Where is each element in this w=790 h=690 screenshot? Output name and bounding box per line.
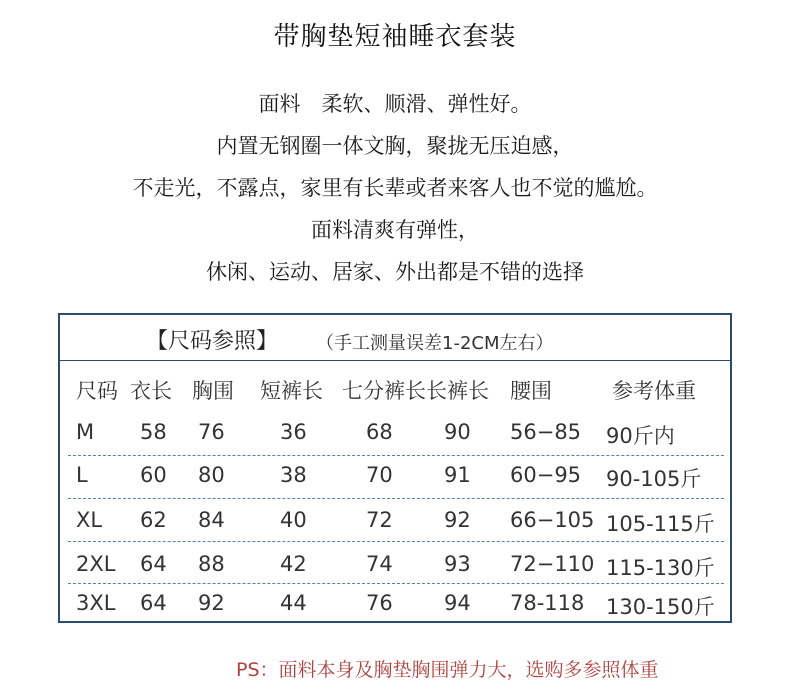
table-cell: 72−110 <box>510 552 595 576</box>
row-divider <box>68 583 724 584</box>
table-cell: 60 <box>140 463 167 487</box>
column-header: 短裤长 <box>260 379 323 403</box>
description-line-3: 不走光，不露点，家里有长辈或者来客人也不觉的尴尬。 <box>132 176 658 200</box>
size-chart <box>58 313 732 623</box>
table-cell: 42 <box>280 552 307 576</box>
table-cell: 93 <box>444 552 471 576</box>
column-header: 参考体重 <box>612 379 696 403</box>
table-cell: 68 <box>366 420 393 444</box>
column-header: 尺码 <box>76 379 118 403</box>
table-cell: 70 <box>366 463 393 487</box>
ps-note: PS：面料本身及胸垫胸围弹力大，选购多参照体重 <box>236 659 659 681</box>
size-chart-header <box>60 315 730 361</box>
table-cell: 80 <box>198 463 225 487</box>
table-cell: 94 <box>444 591 471 615</box>
table-cell: 90-105斤 <box>606 467 702 491</box>
table-cell: 90 <box>444 420 471 444</box>
table-cell: 40 <box>280 508 307 532</box>
table-cell: 38 <box>280 463 307 487</box>
table-cell: 130-150斤 <box>606 595 715 619</box>
table-cell: M <box>76 420 95 444</box>
table-cell: 62 <box>140 508 167 532</box>
table-cell: 3XL <box>76 591 116 615</box>
size-chart-heading: 【尺码参照】 <box>146 329 279 354</box>
description-line-2: 内置无钢圈一体文胸，聚拢无压迫感， <box>216 134 574 158</box>
table-cell: 64 <box>140 591 167 615</box>
row-divider <box>68 498 724 499</box>
table-cell: 76 <box>198 420 225 444</box>
column-header: 衣长 <box>130 379 172 403</box>
table-cell: 64 <box>140 552 167 576</box>
table-cell: L <box>76 463 88 487</box>
table-cell: 2XL <box>76 552 116 576</box>
table-cell: 92 <box>198 591 225 615</box>
description-line-4: 面料清爽有弹性， <box>311 218 479 242</box>
table-cell: XL <box>76 508 103 532</box>
table-cell: 44 <box>280 591 307 615</box>
column-header: 腰围 <box>510 379 552 403</box>
table-cell: 72 <box>366 508 393 532</box>
table-cell: 36 <box>280 420 307 444</box>
column-header: 胸围 <box>192 379 234 403</box>
table-cell: 78-118 <box>510 591 585 615</box>
column-header: 长裤长 <box>426 379 489 403</box>
table-cell: 60−95 <box>510 463 582 487</box>
size-chart-note: （手工测量误差1-2CM左右） <box>316 333 554 354</box>
table-cell: 76 <box>366 591 393 615</box>
description-line-5: 休闲、运动、居家、外出都是不错的选择 <box>206 260 584 284</box>
table-cell: 56−85 <box>510 420 582 444</box>
table-cell: 66−105 <box>510 508 595 532</box>
table-cell: 84 <box>198 508 225 532</box>
table-cell: 90斤内 <box>606 424 675 448</box>
row-divider <box>68 455 724 456</box>
row-divider <box>68 541 724 542</box>
table-cell: 74 <box>366 552 393 576</box>
page-title: 带胸垫短袖睡衣套装 <box>273 22 517 52</box>
column-header: 七分裤长 <box>342 379 426 403</box>
description-line-1: 面料 柔软、顺滑、弹性好。 <box>258 92 532 116</box>
table-cell: 92 <box>444 508 471 532</box>
table-cell: 105-115斤 <box>606 512 715 536</box>
table-cell: 115-130斤 <box>606 556 715 580</box>
table-cell: 58 <box>140 420 167 444</box>
table-cell: 88 <box>198 552 225 576</box>
table-cell: 91 <box>444 463 471 487</box>
